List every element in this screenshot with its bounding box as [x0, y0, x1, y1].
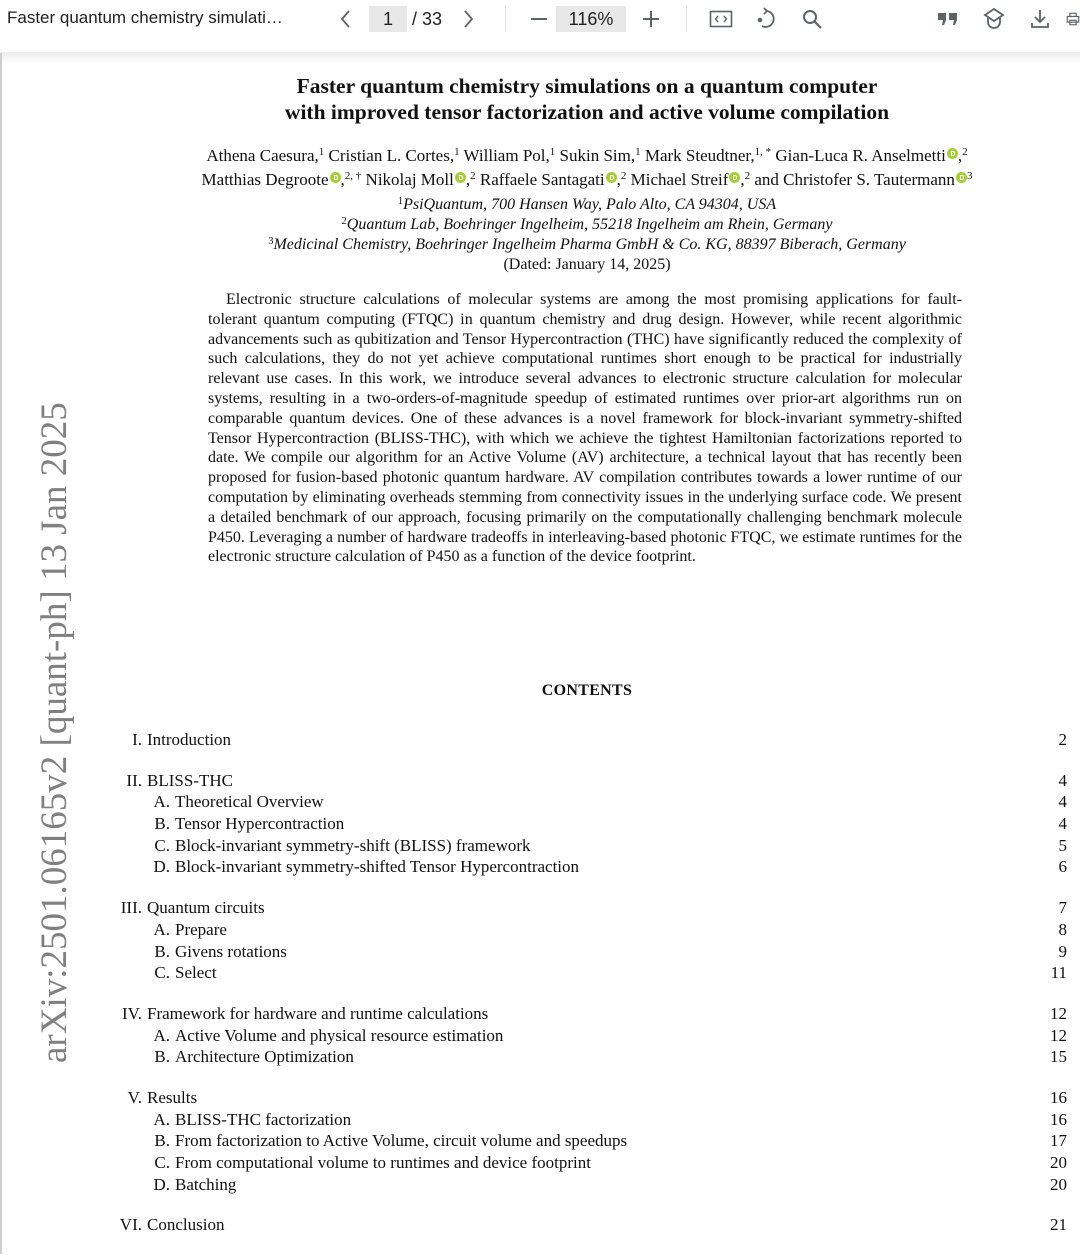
author-line	[102, 144, 1072, 168]
toc-label: BLISS-THC	[147, 770, 233, 790]
page-total: / 33	[412, 9, 443, 29]
author-name: Raffaele Santagati	[479, 170, 605, 189]
author-name: Athena Caesura,	[206, 146, 319, 165]
toc-number: V.	[127, 1087, 142, 1107]
affiliation-marker: 1	[397, 196, 404, 207]
toc-number: C.	[154, 963, 170, 983]
orcid-icon[interactable]	[455, 172, 466, 183]
author-name: William Pol,	[463, 146, 550, 165]
toc-section-entry[interactable]	[106, 1003, 1067, 1025]
toc-number: A.	[153, 1025, 170, 1045]
author-name: Mark Steudtner,	[644, 146, 755, 165]
abstract: Electronic structure calculations of molecular systems are among the most promising applications for fault-tolerant quantum computing (FTQC) in quantum chemistry and drug design. However, while recent algorithmic advancements such as qubitization and Tensor Hypercontraction (THC) have significantly reduced the complexity of such calculations, they do not yet achieve computational runtimes short enough to be practical for industrially relevant use cases. In this work, we introduce several advances to electronic structure calculation for molecular systems, resulting in a two-orders-of-magnitude speedup of estimated runtimes over prior-art algorithms run on comparable quantum devices. One of these advances is a novel framework for block-invariant symmetry-shifted Tensor Hypercontraction (BLISS-THC), with which we achieve the tightest Hamiltonian factorizations reported to date. We compile our algorithm for an Active Volume (AV) architecture, a technical layout that has recently been proposed for fusion-based photonic quantum hardware. AV compilation contributes towards a lower runtime of our computation by eliminating overheads stemming from connectivity issues in the underlying surface code. We present a detailed benchmark of our approach, focusing primarily on the computationally challenging benchmark molecule P450. Leveraging a number of hardware tradeoffs in interleaving-based photonic FTQC, we estimate runtimes for the electronic structure calculation of P450 as a function of the device footprint.	[208, 291, 962, 566]
toc-section	[106, 1087, 1067, 1195]
toc-label: Block-invariant symmetry-shifted Tensor Hypercontraction	[175, 857, 580, 877]
toc-section	[106, 729, 1067, 751]
affiliation-text: Quantum Lab, Boehringer Ingelheim, 55218 Ingelheim am Rhein, Germany	[346, 216, 833, 233]
toc-label: Conclusion	[147, 1215, 225, 1235]
page-number-input[interactable]: 1	[369, 6, 407, 32]
affiliation-marker: 2	[341, 216, 347, 227]
paper-header	[102, 73, 1072, 275]
paper-title	[102, 73, 1072, 125]
cite-button[interactable]	[936, 9, 960, 29]
toc-number: A.	[153, 919, 170, 939]
toc-section	[106, 1003, 1067, 1068]
toc-label: Results	[147, 1087, 198, 1107]
toc-subsection-entry[interactable]	[106, 962, 1067, 984]
toc-number: II.	[126, 770, 142, 790]
toc-label: Givens rotations	[175, 941, 287, 961]
graduation-cap-icon	[983, 7, 1005, 31]
pdf-page	[0, 53, 1080, 1254]
toc-page-number: 8	[1058, 919, 1067, 939]
toc-number: IV.	[122, 1003, 142, 1023]
quote-icon	[937, 11, 959, 27]
toc-section	[106, 770, 1067, 878]
affiliation-marker: 2	[744, 170, 751, 182]
toolbar-divider	[505, 6, 506, 32]
zoom-level-input[interactable]: 116%	[556, 6, 626, 32]
arxiv-stamp[interactable]: arXiv:2501.06165v2 [quant-ph] 13 Jan 2025	[34, 402, 75, 1063]
orcid-icon[interactable]	[606, 172, 617, 183]
toc-label: Batching	[175, 1174, 237, 1194]
toc-page-number: 4	[1058, 814, 1067, 834]
toc-subsection-entry[interactable]	[106, 856, 1067, 878]
fit-page-button[interactable]	[708, 7, 734, 31]
author-list	[102, 144, 1072, 192]
toc-label: Block-invariant symmetry-shift (BLISS) framework	[175, 835, 531, 855]
toc-number: B.	[154, 814, 170, 834]
author-name: Sukin Sim,	[559, 146, 636, 165]
search-button[interactable]	[800, 7, 824, 31]
toc-section-entry[interactable]	[106, 729, 1067, 751]
rotate-button[interactable]	[755, 5, 781, 33]
orcid-icon[interactable]	[956, 172, 967, 183]
toc-page-number: 12	[1050, 1025, 1067, 1045]
author-name: Gian-Luca R. Anselmetti	[775, 146, 946, 165]
contents-heading: CONTENTS	[541, 682, 633, 699]
toc-label: Select	[175, 963, 217, 983]
toc-page-number: 11	[1050, 963, 1067, 983]
toc-section-entry[interactable]	[106, 897, 1067, 919]
toc-label: Active Volume and physical resource estimation	[175, 1025, 504, 1045]
author	[328, 146, 459, 165]
affiliation-marker: 3	[966, 170, 973, 182]
toc-number: B.	[154, 1047, 170, 1067]
affiliation	[102, 195, 1072, 215]
author: Matthias Degroote ,$^{2, \dagger}$	[201, 170, 362, 189]
toc-page-number: 6	[1058, 857, 1067, 877]
download-button[interactable]	[1028, 7, 1052, 31]
toc-section-entry[interactable]	[106, 770, 1067, 792]
orcid-icon[interactable]	[330, 172, 341, 183]
toc-subsection-entry[interactable]	[106, 919, 1067, 941]
author-name: Cristian L. Cortes,	[328, 146, 455, 165]
author-name: Nikolaj Moll	[365, 170, 454, 189]
toc-page-number: 12	[1050, 1003, 1067, 1023]
toc-page-number: 15	[1050, 1047, 1067, 1067]
affiliation-marker: 1	[318, 146, 325, 158]
author	[560, 146, 641, 165]
bibtex-button[interactable]	[982, 7, 1006, 31]
toc-page-number: 17	[1050, 1131, 1067, 1151]
toc-number: D.	[153, 857, 170, 877]
toc-page-number: 7	[1058, 898, 1067, 918]
affiliation-marker: 2	[470, 170, 476, 182]
author	[645, 146, 771, 165]
toc-number: A.	[153, 1109, 170, 1129]
previous-page-button[interactable]	[335, 7, 357, 31]
toolbar-divider	[686, 6, 687, 32]
affiliation-marker: 1	[635, 146, 641, 158]
toc-page-number: 5	[1058, 835, 1067, 855]
toc-page-number: 4	[1058, 770, 1067, 790]
affiliation	[102, 235, 1072, 255]
affiliations	[102, 195, 1072, 275]
author: Raffaele Santagati ,$^2$	[479, 170, 627, 189]
author	[754, 170, 972, 189]
download-icon	[1029, 8, 1051, 30]
author: Michael Streif ,$^2$	[630, 170, 751, 189]
affiliation-marker: 2, †	[344, 170, 362, 182]
affiliation-text: PsiQuantum, 700 Hansen Way, Palo Alto, CA 94304, USA	[403, 196, 777, 213]
toc-subsection-entry[interactable]	[106, 813, 1067, 835]
affiliation-marker: 2	[962, 146, 968, 158]
author-line	[102, 168, 1072, 192]
chevron-right-icon	[461, 9, 475, 29]
document-title: Faster quantum chemistry simulati…	[7, 8, 283, 27]
author-name: Michael Streif	[630, 170, 729, 189]
author	[464, 146, 556, 165]
plus-icon	[641, 9, 661, 29]
affiliation	[102, 215, 1072, 235]
toc-number: III.	[120, 898, 142, 918]
toc-section	[106, 897, 1067, 984]
toc-number: VI.	[119, 1215, 142, 1235]
toc-number: A.	[153, 792, 170, 812]
toc-page-number: 20	[1050, 1153, 1067, 1172]
toc-subsection-entry[interactable]	[106, 1130, 1067, 1152]
toc-subsection-entry[interactable]	[106, 835, 1067, 857]
search-icon	[801, 8, 823, 30]
toc-label: Quantum circuits	[147, 898, 265, 918]
toc-page-number: 16	[1050, 1109, 1067, 1129]
toc-section-entry[interactable]	[106, 1087, 1067, 1109]
table-of-contents	[106, 729, 1067, 1255]
pdf-viewer-toolbar	[0, 0, 1080, 52]
affiliation-marker: 3	[268, 236, 274, 247]
toc-number: D.	[153, 1174, 170, 1194]
toc-subsection-entry[interactable]	[106, 1109, 1067, 1131]
dated-line: (Dated: January 14, 2025)	[503, 256, 671, 273]
author-name: and Christofer S. Tautermann	[754, 170, 955, 189]
toc-page-number: 2	[1058, 730, 1067, 749]
next-page-button[interactable]	[457, 7, 479, 31]
toc-label: Introduction	[147, 730, 232, 749]
fit-to-width-icon	[709, 9, 733, 29]
toc-section	[106, 1214, 1067, 1236]
toc-number: I.	[132, 730, 142, 749]
toc-subsection-entry[interactable]	[106, 1046, 1067, 1068]
orcid-icon[interactable]	[947, 148, 958, 159]
toc-page-number: 21	[1050, 1215, 1067, 1235]
affiliation-marker: 2	[620, 170, 627, 182]
author: Gian-Luca R. Anselmetti ,$^2$	[775, 146, 968, 165]
minus-icon	[529, 9, 549, 29]
author	[206, 146, 324, 165]
toc-subsection-entry[interactable]	[106, 1152, 1067, 1174]
toc-label: BLISS-THC factorization	[175, 1109, 352, 1129]
toc-subsection-entry[interactable]	[106, 1025, 1067, 1047]
toc-subsection-entry[interactable]	[106, 1174, 1067, 1196]
print-icon	[1066, 8, 1080, 30]
affiliation-marker: 1	[549, 146, 556, 158]
toc-label: Framework for hardware and runtime calculations	[147, 1003, 489, 1023]
paper-title-line: with improved tensor factorization and active volume compilation	[284, 100, 890, 124]
toc-label: Theoretical Overview	[175, 792, 324, 812]
affiliation-marker: 1, *	[754, 146, 772, 158]
affiliation-marker: 1	[454, 146, 460, 158]
toc-label: Architecture Optimization	[175, 1047, 354, 1067]
toc-page-number: 16	[1050, 1087, 1067, 1107]
zoom-in-button[interactable]	[640, 8, 662, 30]
toc-section-entry[interactable]	[106, 1214, 1067, 1236]
toc-number: B.	[154, 1131, 170, 1151]
toc-page-number: 20	[1050, 1174, 1067, 1194]
zoom-out-button[interactable]	[528, 8, 550, 30]
author: Nikolaj Moll ,$^2$	[365, 170, 476, 189]
chevron-left-icon	[339, 9, 353, 29]
print-button[interactable]	[1066, 7, 1080, 31]
toc-label: From computational volume to runtimes and device footprint	[175, 1153, 591, 1172]
rotate-counterclockwise-icon	[756, 6, 780, 32]
toc-page-number: 9	[1058, 941, 1067, 961]
toc-label: Tensor Hypercontraction	[175, 814, 345, 834]
toc-subsection-entry[interactable]	[106, 941, 1067, 963]
affiliation-text: Medicinal Chemistry, Boehringer Ingelheim Pharma GmbH & Co. KG, 88397 Biberach, Germany	[273, 236, 906, 253]
toc-number: C.	[154, 1153, 170, 1172]
toc-page-number: 4	[1058, 792, 1067, 812]
toc-number: C.	[154, 835, 170, 855]
toc-number: B.	[154, 941, 170, 961]
toc-label: From factorization to Active Volume, circuit volume and speedups	[175, 1131, 628, 1151]
author-name: Matthias Degroote	[201, 170, 329, 189]
paper-title-line: Faster quantum chemistry simulations on a quantum computer	[296, 74, 878, 98]
toc-subsection-entry[interactable]	[106, 791, 1067, 813]
orcid-icon[interactable]	[729, 172, 740, 183]
toc-label: Prepare	[175, 919, 227, 939]
